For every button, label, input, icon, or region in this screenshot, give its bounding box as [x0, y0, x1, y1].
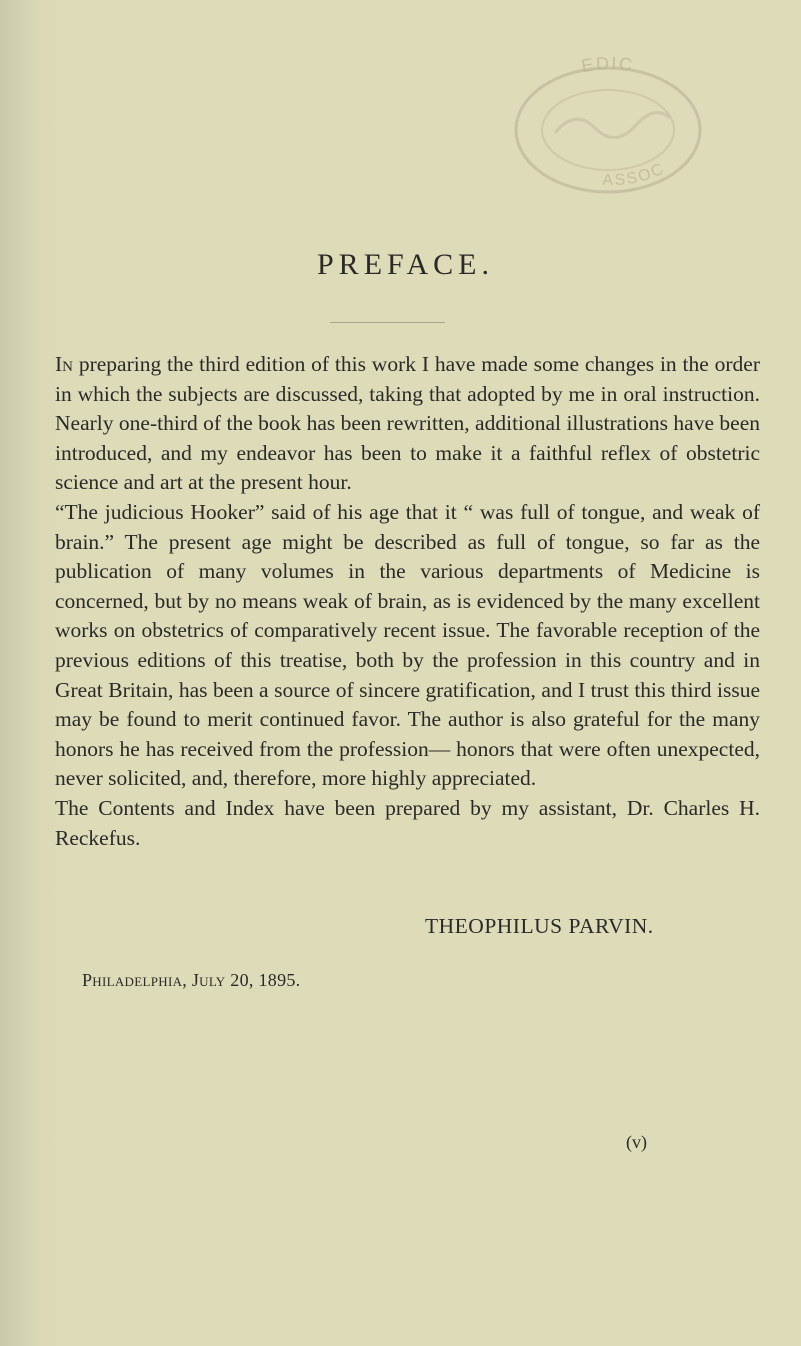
paragraph-1: [55, 350, 760, 498]
page-number: (v): [626, 1132, 647, 1152]
stamp-wave: [555, 113, 670, 138]
stamp-text-top: EDIC: [579, 53, 636, 77]
paragraph-1-initial: In: [55, 352, 73, 376]
author-signature: THEOPHILUS PARVIN.: [425, 914, 654, 938]
place-date: Philadelphia, July 20, 1895.: [82, 970, 301, 990]
library-stamp: [500, 48, 710, 198]
stamp-text-bottom: ASSOC: [602, 159, 668, 190]
paragraph-2: “The judicious Hooker” said of his age that it “ was full of tongue, and weak of brain.” The present age might be described as full of tongue, so far as the publication of many volumes in the various departments of Medicine is concerned, but by no means weak of brain, as is evidenced by the many excellent works on obstetrics of comparatively recent issue. The favorable reception of the previous editions of this treatise, both by the profession in this country and in Great Britain, has been a source of sincere gratification, and I trust this third issue may be found to merit continued favor. The author is also grateful for the many honors he has received from the profession— honors that were often unexpected, never solicited, and, therefore, more highly appreciated.: [55, 499, 760, 791]
paragraph-3: The Contents and Index have been prepared by my assistant, Dr. Charles H. Reckefus.: [55, 795, 760, 850]
title-rule: [330, 322, 445, 323]
page-title: PREFACE.: [317, 248, 494, 281]
paragraph-1-text: preparing the third edition of this work I have made some changes in the order in which the subjects are discussed, taking that adopted by me in oral instruction. Nearly one-third of the book has been rewritten, additional illustrations have been introduced, and my endeavor has been to make it a faithful reflex of obstetric science and art at the present hour.: [55, 352, 760, 495]
stamp-inner-ring: [542, 90, 674, 170]
preface-body: [55, 350, 760, 853]
